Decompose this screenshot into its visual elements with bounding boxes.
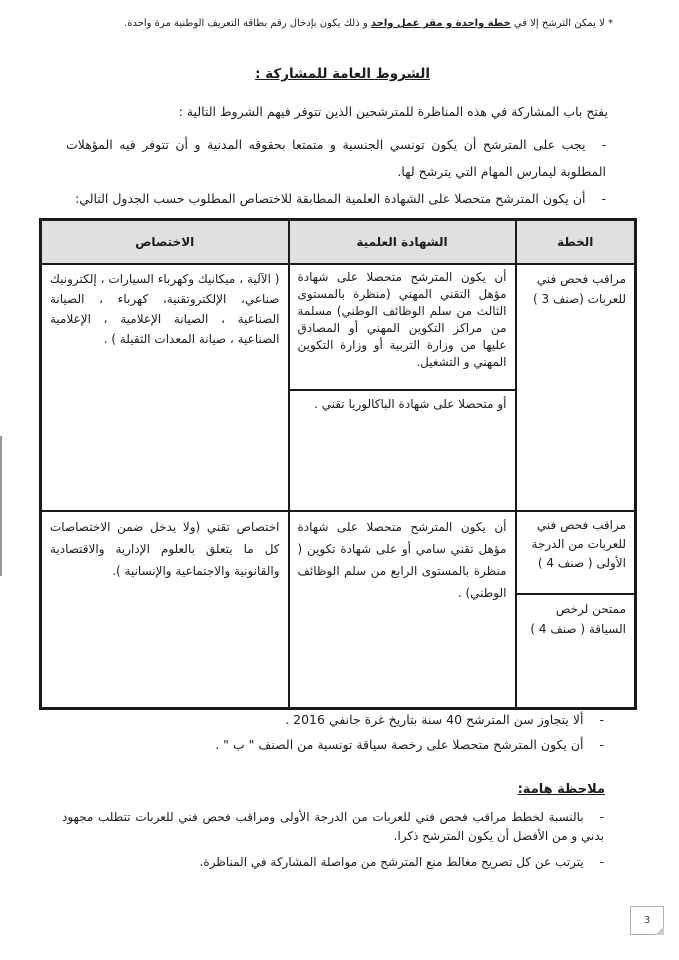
folded-corner-icon [655, 926, 664, 935]
top-note-highlight: خطة واحدة و مقر عمل واحد [370, 18, 511, 29]
top-note-suffix: و ذلك يكون بإدخال رقم بطاقة التعريف الوطنية مرة واحدة. [124, 18, 371, 29]
scan-edge-artifact [0, 436, 2, 576]
important-note-item-2 [200, 855, 604, 869]
age-condition-text: ألا يتجاوز سن المترشح 40 سنة بتاريخ غرة جانفي 2016 . [285, 712, 584, 727]
important-note-title: ملاحظة هامة: [517, 782, 605, 797]
conditions-table [39, 218, 637, 710]
condition-item-1 [66, 131, 606, 185]
dash-marker: - [599, 855, 604, 869]
important-note-item-2-text: يترتب عن كل تصريح مغالط منع المترشح من مواصلة المشاركة في المناظرة. [199, 855, 584, 869]
cell-post-row2-bottom: ممتحن لرخص السياقة ( صنف 4 ) [516, 594, 636, 709]
cell-specialty-row2: اختصاص تقني (ولا يدخل ضمن الاختصاصات كل ما يتعلق بالعلوم الإدارية والاقتصادية والقانونية والاجتماعية والإنسانية ). [41, 511, 289, 709]
page-number-box [630, 906, 664, 935]
important-note-item-1 [62, 808, 604, 846]
cell-specialty-row1: ( الآلية ، ميكانيك وكهرباء السيارات ، إلكترونيك صناعي، الإلكتروتقنية، كهرباء ، الصيانة الصناعية ، الصيانة الإعلامية ، الإعلامية الصناعية ، صيانة المعدات الثقيلة ) . [41, 264, 289, 511]
cell-degree-row2: أن يكون المترشح متحصلا على شهادة مؤهل تقني سامي أو على شهادة تكوين ( منظرة بالمستوى الرابع من سلم الوظائف الوطني) . [289, 511, 516, 709]
dash-marker: - [599, 810, 604, 824]
cell-degree-main-row1: أن يكون المترشح متحصلا على شهادة مؤهل التقني المهني (منظرة بالمستوى الثالث من سلم الوظائف الوطني) مسلمة من مراكز التكوين المهني أو المصادق عليها من وزارة التربية أو وزارة التكوين المهني و التشغيل. [289, 264, 516, 390]
intro-paragraph: يفتح باب المشاركة في هذه المناظرة للمترشحين الذين تتوفر فيهم الشروط التالية : [178, 104, 608, 119]
top-note [124, 18, 613, 29]
dash-marker: - [601, 191, 606, 206]
table-header-row [41, 220, 636, 264]
table-row [41, 511, 636, 594]
condition-item-1-text: يجب على المترشح أن يكون تونسي الجنسية و متمتعا بحقوقه المدنية و أن تتوفر فيه المؤهلات المطلوبة ليمارس المهام التي يترشح لها. [66, 137, 606, 179]
dash-marker: - [599, 737, 604, 752]
cell-post-row2-top: مراقب فحص فني للعربات من الدرجة الأولى ( صنف 4 ) [516, 511, 636, 594]
table-header-degree: الشهادة العلمية [289, 220, 516, 264]
table-header-specialty: الاختصاص [41, 220, 289, 264]
condition-item-2 [75, 191, 606, 206]
cell-post-row1: مراقب فحص فني للعربات (صنف 3 ) [516, 264, 636, 511]
important-note-item-1-text: بالنسبة لخطط مراقب فحص فني للعربات من الدرجة الأولى ومراقب فحص فني للعربات تتطلب مجهود بدني و من الأفضل أن يكون المترشح ذكرا. [62, 810, 604, 843]
age-condition-item [285, 712, 604, 727]
cell-degree-alt-row1: أو متحصلا على شهادة الباكالوريا تقني . [289, 390, 516, 511]
dash-marker: - [599, 712, 604, 727]
license-condition-text: أن يكون المترشح متحصلا على رخصة سياقة تونسية من الصنف " ب " . [215, 737, 584, 752]
table-row [41, 264, 636, 390]
top-note-prefix: * لا يمكن الترشح إلا في [510, 18, 613, 29]
license-condition-item [215, 737, 604, 752]
table-header-post: الخطة [516, 220, 636, 264]
dash-marker: - [601, 137, 606, 152]
condition-item-2-text: أن يكون المترشح متحصلا على الشهادة العلمية المطابقة للاختصاص المطلوب حسب الجدول التالي: [75, 191, 586, 206]
page-number: 3 [643, 915, 651, 926]
page-title: الشروط العامة للمشاركة : [255, 66, 430, 82]
